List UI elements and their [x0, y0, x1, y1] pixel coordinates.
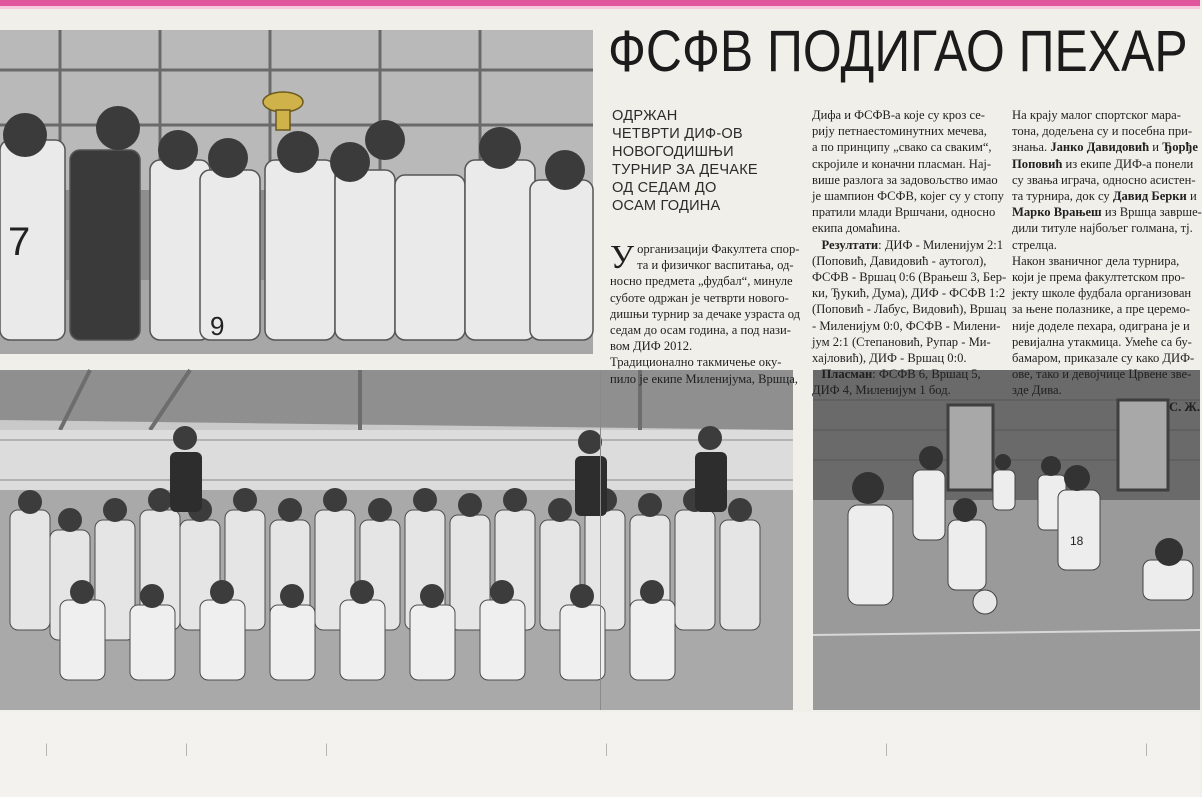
- text-line: екипа домаћина.: [812, 221, 901, 236]
- text-fragment: из Вршца заврше-: [1101, 205, 1202, 220]
- text-line: - Миленијум 0:0, ФСФВ - Милени-: [812, 318, 1001, 333]
- text-line: који је према факултетском про-: [1012, 270, 1185, 285]
- text-line: ДИФ 4, Миленијум 1 бод.: [812, 383, 951, 398]
- svg-text:9: 9: [210, 311, 225, 341]
- svg-text:18: 18: [1070, 534, 1084, 548]
- fold-mark: |: [1145, 742, 1148, 757]
- column-rule: [600, 370, 601, 710]
- standings-label: Пласман: [821, 367, 873, 382]
- text-line: зде Дива.: [1012, 383, 1062, 398]
- text-fragment: та турнира, док су: [1012, 189, 1113, 204]
- fold-mark: |: [185, 742, 188, 757]
- page-top-border-shadow: [0, 6, 1200, 9]
- text-line: тона, додељена су и посебна при-: [1012, 124, 1193, 139]
- text-fragment: из екипе ДИФ-а понели: [1062, 156, 1194, 171]
- text-line: ки, Ђукић, Дума), ДИФ - ФСФВ 1:2: [812, 286, 1006, 301]
- photo-match-in-hall: [813, 370, 1200, 710]
- text-line: седам до осам година, а под нази-: [610, 323, 791, 338]
- text-line: ове, тако и девојчице Црвене зве-: [1012, 367, 1192, 382]
- photo-all-teams-group: [0, 370, 793, 710]
- text-line: носно предмета „фудбал“, минуле: [610, 274, 793, 289]
- text-line: хајловић), ДИФ - Вршац 0:0.: [812, 351, 967, 366]
- standings-first: : ФСФВ 6, Вршац 5,: [872, 367, 981, 382]
- player-name: Јанко Давидовић: [1050, 140, 1150, 155]
- text-line: Дифа и ФСФВ-а које су кроз се-: [812, 108, 985, 122]
- text-line: дили титуле најбољег голмана, тј.: [1012, 221, 1193, 236]
- text-line: Традиционално такмичење оку-: [610, 355, 782, 370]
- text-line: ревијална утакмица. Умеће са бу-: [1012, 334, 1192, 349]
- text-line: а по принципу „свако са сваким“,: [812, 140, 992, 155]
- article-column-1: [610, 241, 800, 387]
- text-line: скројиле и коначни пласман. Нај-: [812, 156, 992, 171]
- text-line: дишњи турнир за дечаке узраста од: [610, 306, 801, 321]
- deck-line: ЧЕТВРТИ ДИФ-ОВ: [612, 126, 743, 142]
- text-fragment: знања.: [1012, 140, 1051, 155]
- text-line: организацији Факултета спор-: [637, 242, 800, 256]
- drop-cap: У: [610, 239, 635, 276]
- text-line: није доделе пехара, одиграна је и: [1012, 318, 1190, 333]
- text-fragment: и: [1186, 189, 1197, 204]
- results-label: Резултати: [821, 237, 879, 252]
- text-line: пратили млади Вршчани, односно: [812, 205, 996, 220]
- deck-line: ОД СЕДАМ ДО: [612, 180, 717, 196]
- deck-line: НОВОГОДИШЊИ: [612, 144, 734, 160]
- text-line: бамаром, приказале су како ДИФ-: [1012, 351, 1195, 366]
- fold-mark: |: [605, 742, 608, 757]
- text-line: [1012, 204, 1200, 220]
- text-line: [1012, 156, 1200, 172]
- text-line: [1012, 139, 1200, 155]
- text-line: су звања играча, односно асистен-: [1012, 172, 1196, 187]
- player-name: Ђорђе: [1162, 140, 1198, 155]
- results-first: : ДИФ - Миленијум 2:1: [878, 237, 1004, 252]
- article-headline: ФСФВ ПОДИГАО ПЕХАР: [608, 19, 1188, 84]
- player-name: Давид Берки: [1112, 189, 1187, 204]
- article-column-2: [812, 107, 1007, 399]
- article-column-3: [1012, 107, 1200, 415]
- page-bottom-margin: [0, 712, 1200, 797]
- svg-text:7: 7: [8, 220, 31, 264]
- text-line: више разлога за задовољство имао: [812, 172, 998, 187]
- text-line: (Поповић, Давидовић - аутогол),: [812, 253, 987, 268]
- text-line: [1012, 188, 1200, 204]
- deck-line: ОСАМ ГОДИНА: [612, 198, 721, 214]
- text-line: пило је екипе Миленијума, Вршца,: [610, 371, 798, 386]
- text-line: вом ДИФ 2012.: [610, 339, 693, 354]
- deck-line: ОДРЖАН: [612, 108, 678, 124]
- results-line: [812, 237, 1007, 253]
- photo-trophy-team: [0, 30, 593, 354]
- player-name: Марко Врањеш: [1012, 205, 1102, 220]
- text-line: рију петнаестоминутних мечева,: [812, 124, 987, 139]
- fold-mark: |: [45, 742, 48, 757]
- author-signature: С. Ж.: [1169, 399, 1200, 414]
- text-line: Након званичног дела турнира,: [1012, 253, 1180, 268]
- standings-line: [812, 366, 1007, 382]
- text-line: На крају малог спортског мара-: [1012, 108, 1181, 122]
- fold-mark: |: [885, 742, 888, 757]
- article-deck: [612, 107, 800, 215]
- text-fragment: и: [1149, 140, 1163, 155]
- text-line: јекту школе фудбала организован: [1012, 286, 1192, 301]
- text-line: је шампион ФСФВ, којег су у стопу: [812, 189, 1004, 204]
- text-line: та и физичког васпитања, од-: [637, 258, 794, 273]
- deck-line: ТУРНИР ЗА ДЕЧАКЕ: [612, 162, 758, 178]
- text-line: јум 2:1 (Степановић, Рупар - Ми-: [812, 334, 991, 349]
- text-line: суботе одржан је четврти нового-: [610, 290, 789, 305]
- text-line: (Поповић - Лабус, Видовић), Вршац: [812, 302, 1007, 317]
- text-line: стрелца.: [1012, 237, 1057, 252]
- player-name: Поповић: [1012, 156, 1063, 171]
- fold-mark: |: [325, 742, 328, 757]
- text-line: за њене полазнике, а пре церемо-: [1012, 302, 1190, 317]
- text-line: ФСФВ - Вршац 0:6 (Врањеш 3, Бер-: [812, 270, 1007, 285]
